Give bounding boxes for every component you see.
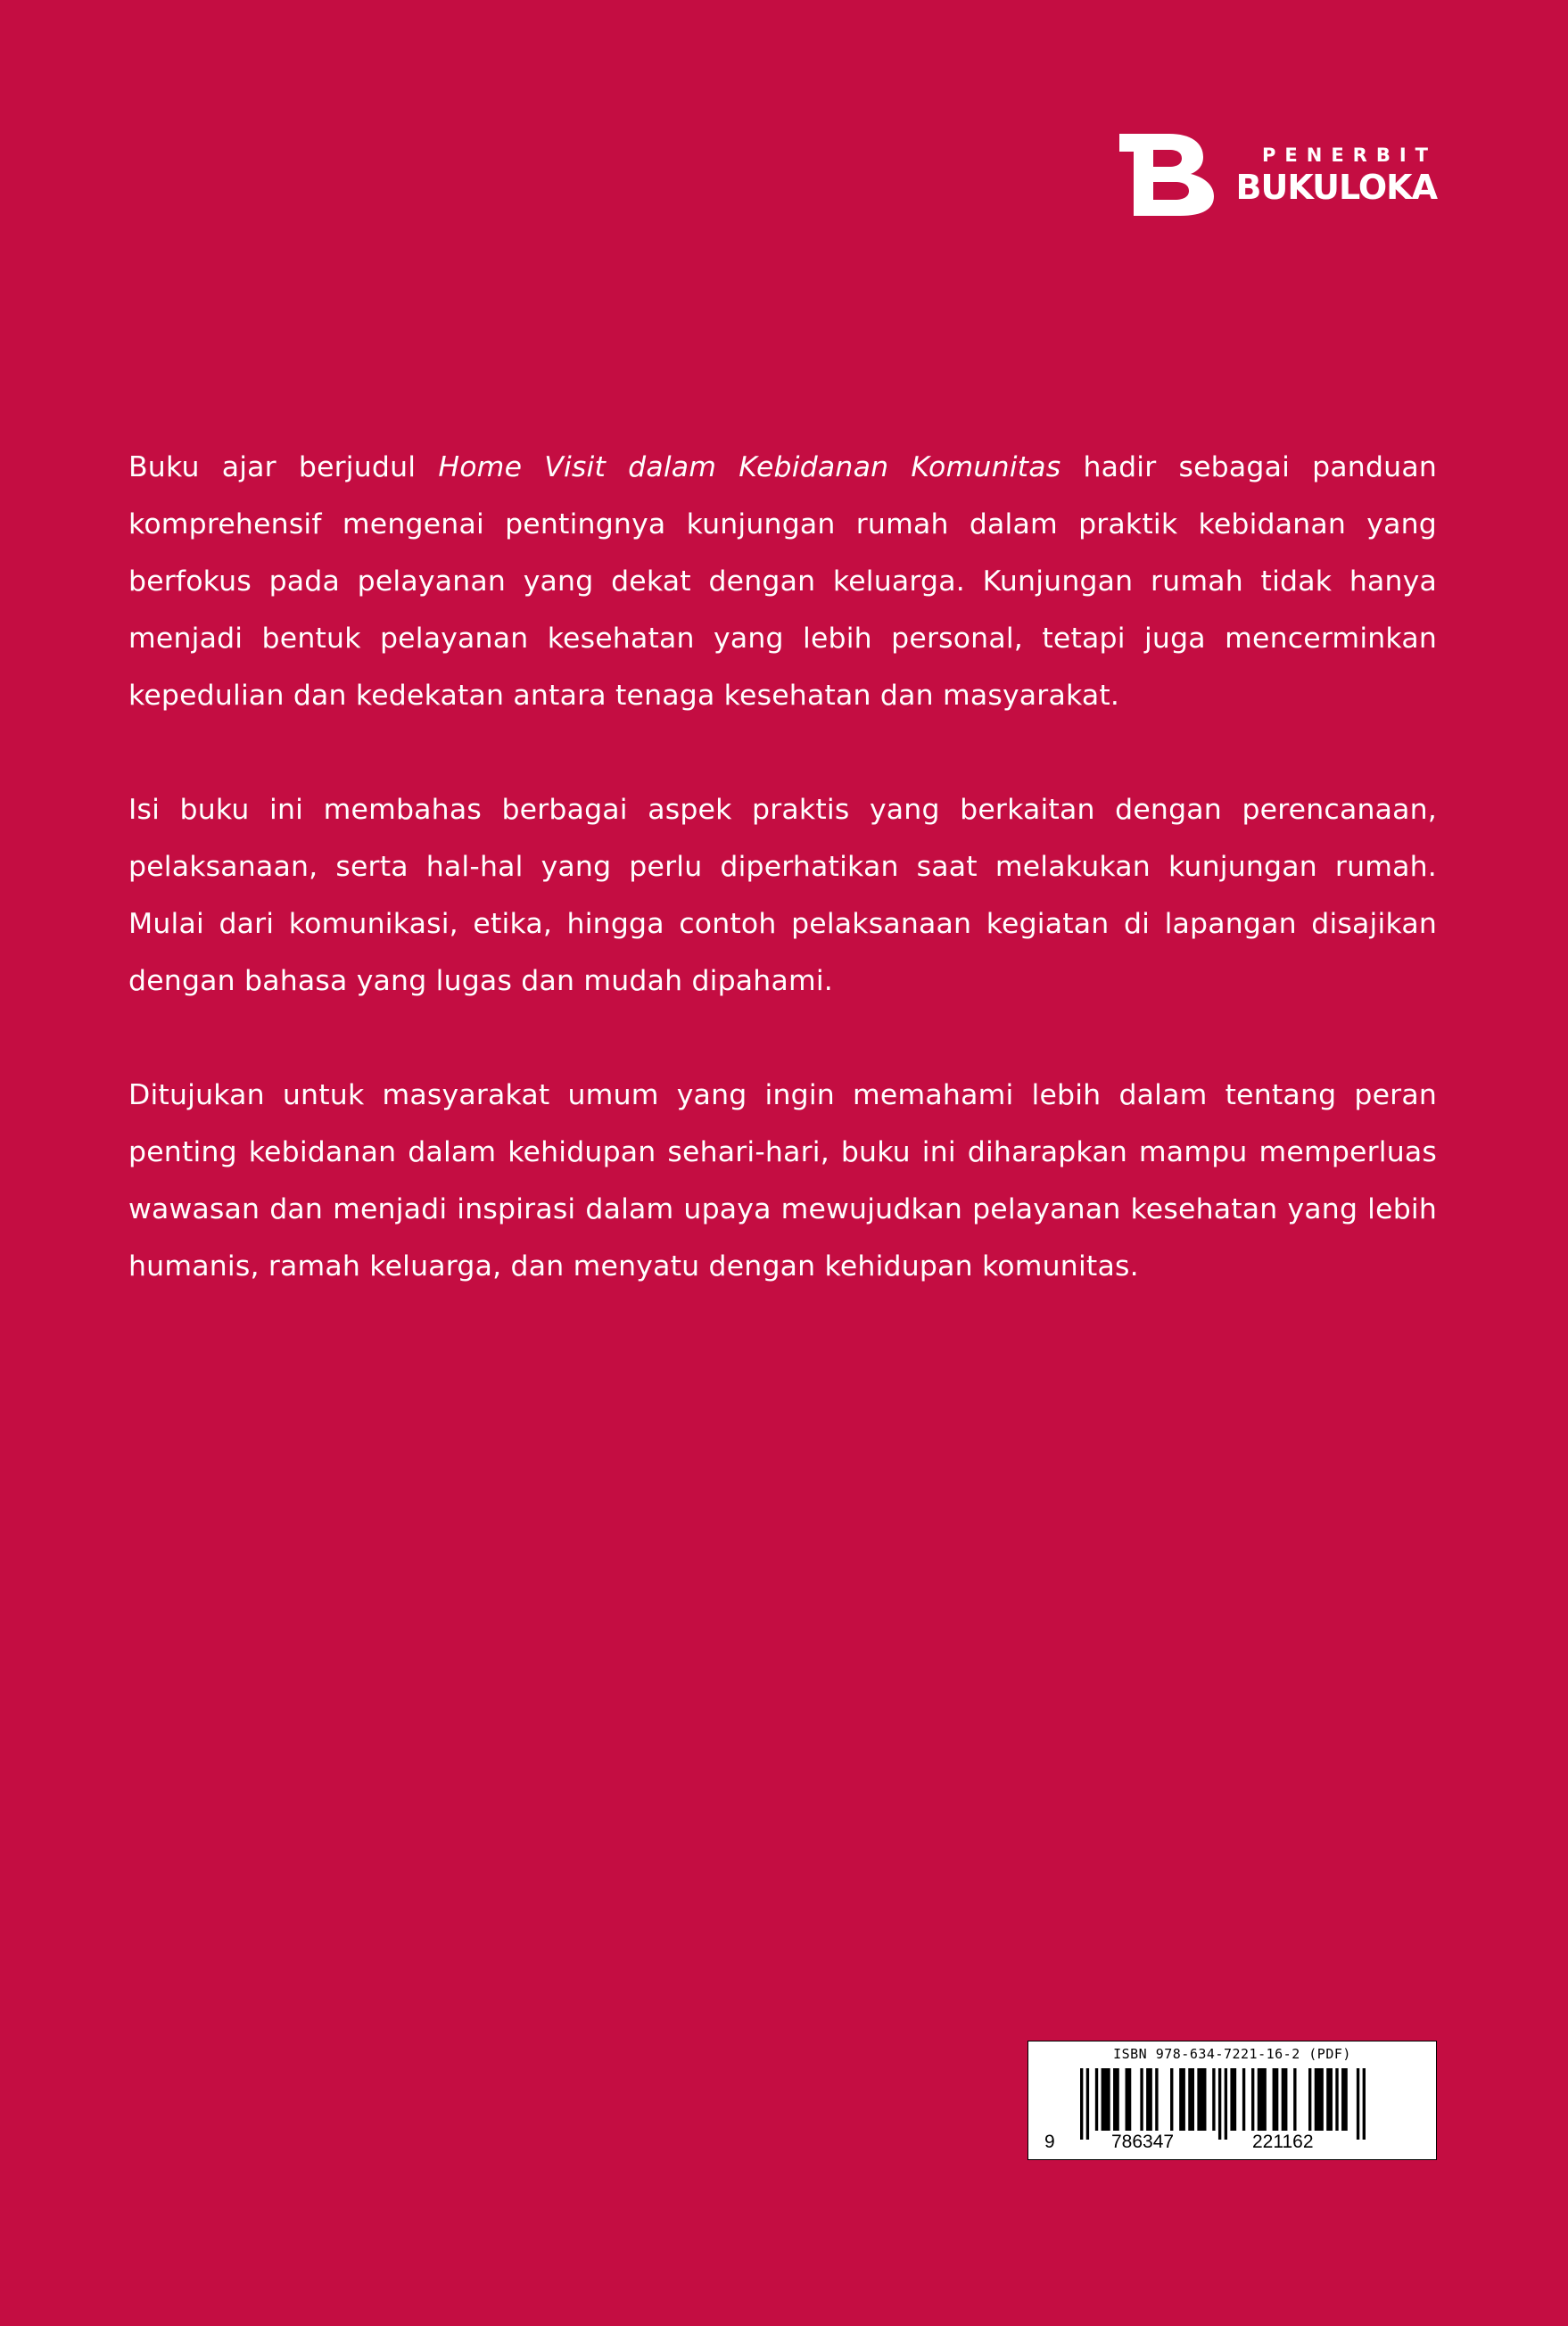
barcode-bar bbox=[1341, 2068, 1348, 2131]
barcode-bar bbox=[1363, 2068, 1366, 2140]
barcode-bar bbox=[1095, 2068, 1098, 2131]
letter-b-logo-icon bbox=[1119, 134, 1214, 216]
barcode-bar bbox=[1218, 2068, 1221, 2140]
barcode-bar bbox=[1273, 2068, 1279, 2131]
barcode-bar bbox=[1242, 2068, 1245, 2131]
blurb-p1-lead: Buku ajar berjudul bbox=[128, 451, 439, 483]
barcode-bar bbox=[1086, 2068, 1089, 2140]
publisher-kicker: PENERBIT bbox=[1262, 144, 1437, 166]
barcode-bar bbox=[1170, 2068, 1173, 2131]
barcode-lead-digit: 9 bbox=[1044, 2132, 1055, 2152]
barcode-bars bbox=[1080, 2068, 1366, 2140]
isbn-barcode bbox=[1027, 2041, 1437, 2160]
barcode-bar bbox=[1080, 2068, 1083, 2140]
barcode-bar bbox=[1258, 2068, 1267, 2131]
blurb-paragraph-2: Isi buku ini membahas berbagai aspek praktis yang berkaitan dengan perencanaan, pelaksanaan, serta hal-hal yang perlu diperhatikan saat melakukan kunjungan rumah. Mulai dari komunikasi, etika, hingga contoh pelaksanaan kegiatan di lapangan disajikan dengan bahasa yang lugas dan mudah dipahami. bbox=[128, 794, 1437, 997]
barcode-bar bbox=[1140, 2068, 1143, 2131]
book-blurb bbox=[128, 439, 1437, 1295]
barcode-bar bbox=[1230, 2068, 1236, 2131]
barcode-left-group: 786347 bbox=[1111, 2132, 1175, 2152]
barcode-bar bbox=[1197, 2068, 1206, 2131]
isbn-label: ISBN 978-634-7221-16-2 (PDF) bbox=[1113, 2046, 1351, 2062]
barcode-bar bbox=[1146, 2068, 1152, 2131]
barcode-bar bbox=[1308, 2068, 1311, 2131]
barcode-bar bbox=[1179, 2068, 1185, 2131]
barcode-bar bbox=[1326, 2068, 1333, 2131]
barcode-right-group: 221162 bbox=[1252, 2132, 1314, 2152]
barcode-bar bbox=[1335, 2068, 1338, 2131]
barcode-bar bbox=[1126, 2068, 1132, 2131]
barcode-bar bbox=[1155, 2068, 1158, 2131]
barcode-bar bbox=[1293, 2068, 1296, 2131]
barcode-bar bbox=[1282, 2068, 1288, 2131]
barcode-bar bbox=[1251, 2068, 1254, 2131]
blurb-p1-rest: hadir sebagai panduan komprehensif mengenai pentingnya kunjungan rumah dalam praktik kebidanan yang berfokus pada pelayanan yang dekat dengan keluarga. Kunjungan rumah tidak hanya menjadi bentuk pelayanan kesehatan yang lebih personal, tetapi juga mencerminkan kepedulian dan kedekatan antara tenaga kesehatan dan masyarakat. bbox=[128, 451, 1437, 712]
barcode-bar bbox=[1212, 2068, 1215, 2131]
book-title-inline: Home Visit dalam Kebidanan Komunitas bbox=[438, 451, 1061, 483]
barcode-bar bbox=[1315, 2068, 1324, 2131]
barcode-bar bbox=[1102, 2068, 1110, 2131]
blurb-paragraph-3: Ditujukan untuk masyarakat umum yang ingin memahami lebih dalam tentang peran penting kebidanan dalam kehidupan sehari-hari, buku ini diharapkan mampu memperluas wawasan dan menjadi inspirasi dalam upaya mewujudkan pelayanan kesehatan yang lebih humanis, ramah keluarga, dan menyatu dengan kehidupan komunitas. bbox=[128, 1079, 1437, 1283]
barcode-bar bbox=[1188, 2068, 1194, 2131]
publisher-logo bbox=[1119, 134, 1437, 216]
blurb-paragraph-1 bbox=[128, 439, 1437, 724]
publisher-name: BUKULOKA bbox=[1235, 168, 1437, 207]
barcode-bar bbox=[1113, 2068, 1119, 2131]
barcode-bar bbox=[1357, 2068, 1359, 2140]
barcode-bar bbox=[1225, 2068, 1227, 2140]
